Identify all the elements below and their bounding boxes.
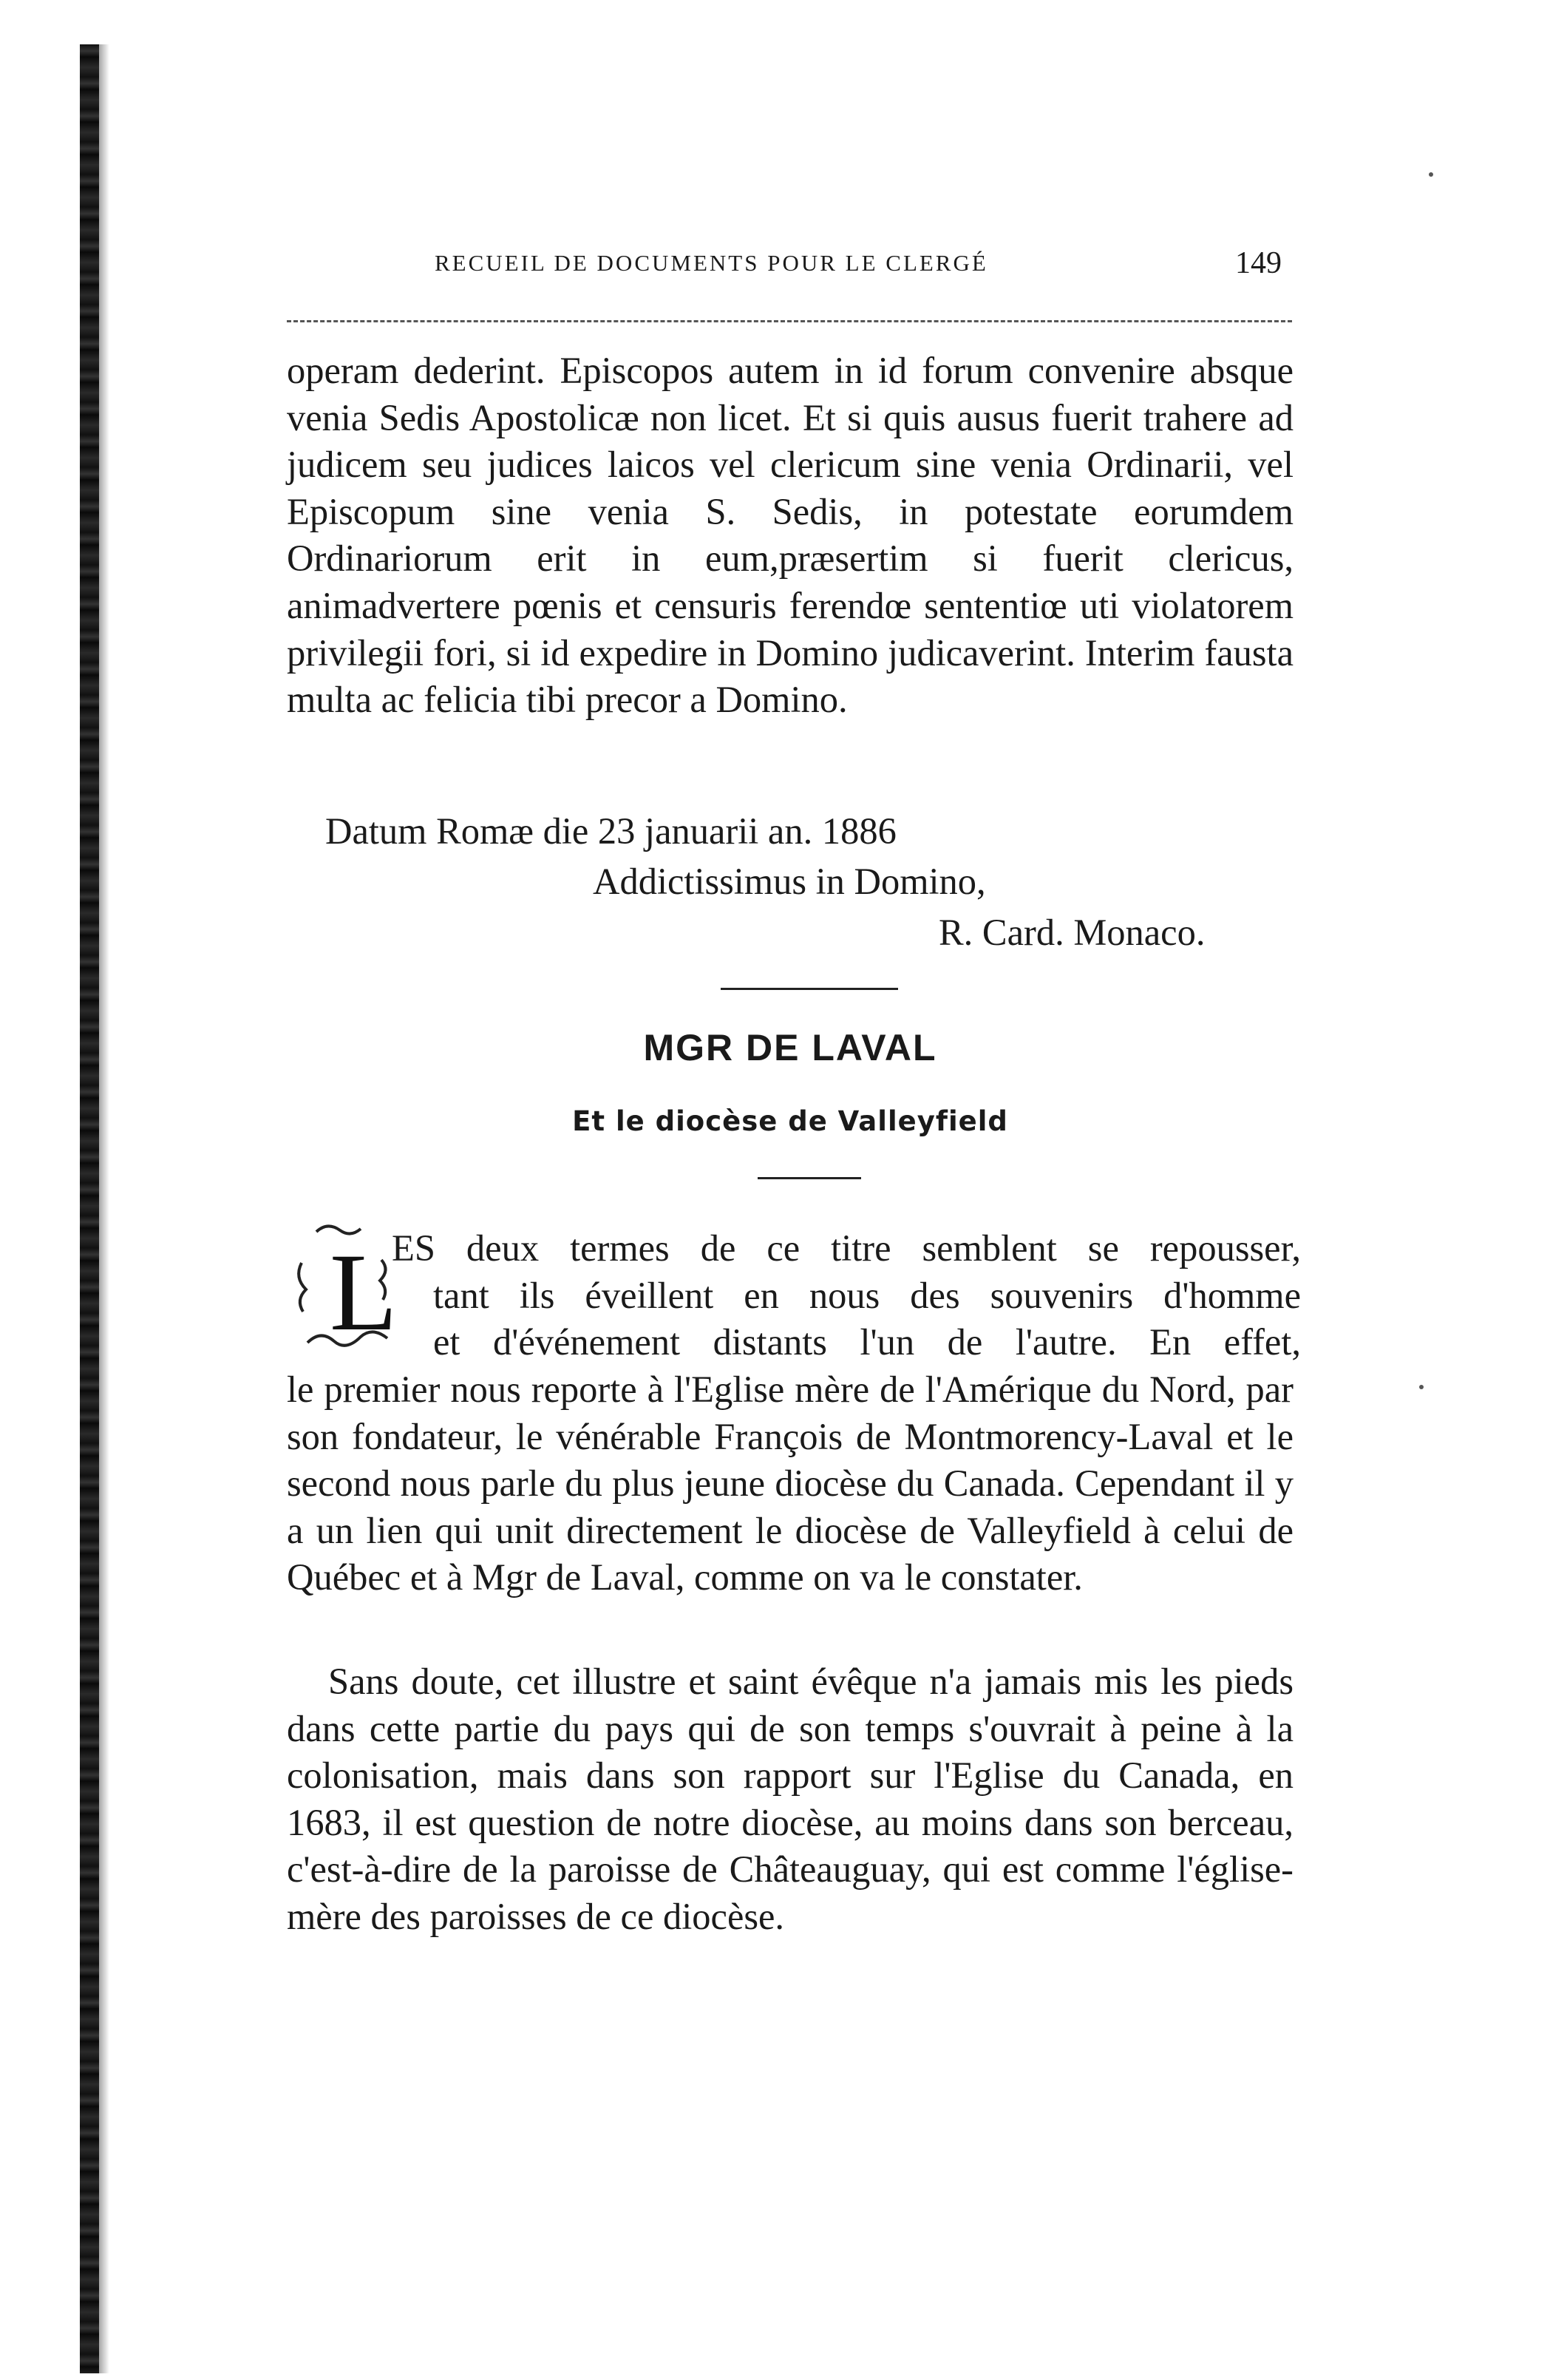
article-subtitle: Et le diocèse de Valleyfield [572, 1105, 1008, 1137]
page-header [287, 245, 1292, 284]
ornamental-drop-cap [287, 1218, 398, 1355]
article-title: MGR DE LAVAL [643, 1027, 937, 1068]
article-paragraph: le premier nous reporte à l'Eglise mère de l'Amérique du Nord, par son fondateur, le vénérable François de Montmorency-Laval et le second nous parle du plus jeune diocèse du Canada. Cependant il y a un lien qui unit directement le diocèse de Valleyfield à celui de Québec et à Mgr de Laval, comme on va le constater. [287, 1369, 1294, 1598]
print-speck [1429, 172, 1433, 177]
running-head: RECUEIL DE DOCUMENTS POUR LE CLERGÉ [435, 250, 988, 276]
letter-signature [939, 911, 1205, 954]
letter-paragraph: operam dederint. Episcopos autem in id forum convenire absque venia Sedis Apostolicæ non licet. Et si quis ausus fuerit trahere ad judicem seu judices laicos vel clericum sine venia Ordinarii, vel Episcopum sine venia S. Sedis, in potestate eorumdem Ordinariorum erit in eum,præsertim si fuerit clericus, animadvertere pœnis et censuris ferendœ sententiœ uti violatorem privilegii fori, si id expedire in Domino judicaverint. Interim fausta multa ac felicia tibi precor a Domino. [287, 350, 1294, 721]
book-binding-edge [80, 44, 99, 2373]
signature-text: R. Card. Monaco. [939, 912, 1206, 953]
opening-line: ES deux termes de ce titre semblent se repousser, [392, 1227, 1301, 1269]
title-divider [758, 1177, 861, 1179]
opening-line: et d'événement distants l'un de l'autre. En effet, [433, 1321, 1301, 1363]
drop-cap-ornament-icon [287, 1218, 398, 1355]
section-divider [721, 988, 898, 990]
print-speck [1419, 1385, 1424, 1389]
letter-closing: Addictissimus in Domino, [593, 861, 986, 902]
article-paragraph: Sans doute, cet illustre et saint évêque n'a jamais mis les pieds dans cette partie du pays qui de son temps s'ouvrait à peine à la colonisation, mais dans son rapport sur l'Eglise du Canada, en 1683, il est question de notre diocèse, au moins dans son berceau, c'est-à-dire de la paroisse de Châteauguay, qui est comme l'église-mère des paroisses de ce diocèse. [287, 1661, 1294, 1937]
opening-lines [392, 1225, 1301, 1366]
drop-cap-letter: L [330, 1231, 398, 1354]
letter-dateline: Datum Romæ die 23 januarii an. 1886 [325, 810, 897, 852]
header-rule [287, 320, 1292, 322]
gutter-shadow [99, 44, 109, 2373]
page-number: 149 [1235, 246, 1282, 280]
opening-line: tant ils éveillent en nous des souvenirs d'homme [433, 1274, 1301, 1316]
